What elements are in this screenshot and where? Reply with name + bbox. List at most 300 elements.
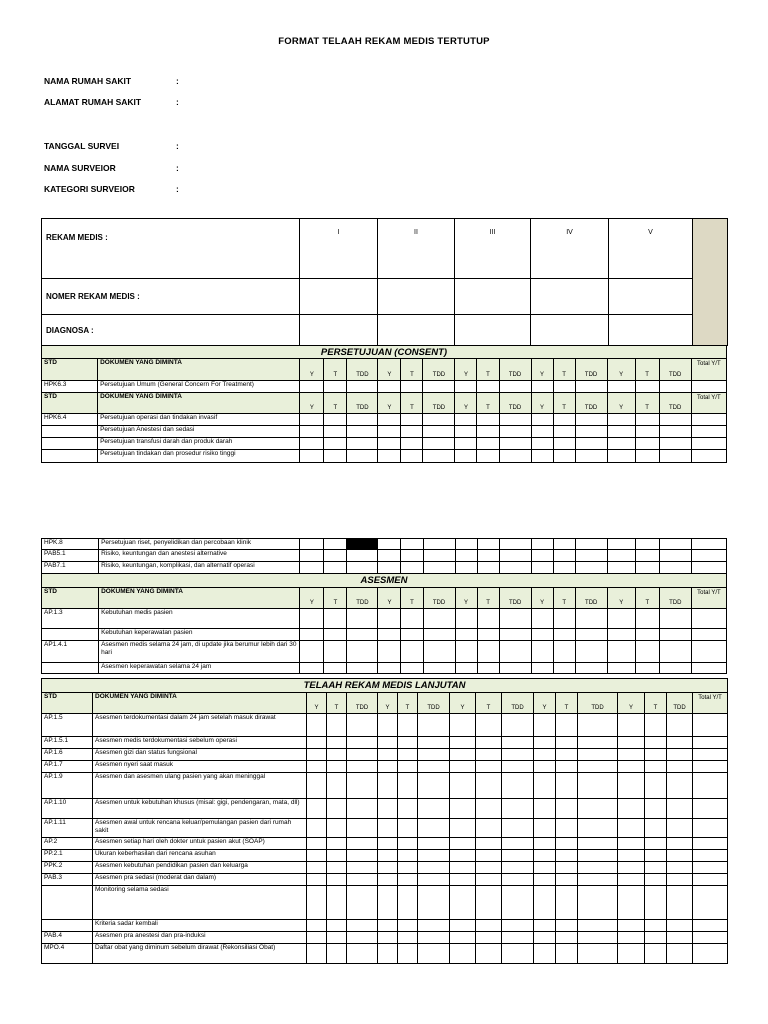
check-cell[interactable] bbox=[347, 819, 378, 838]
total-cell[interactable] bbox=[691, 539, 726, 550]
check-cell[interactable] bbox=[575, 609, 607, 629]
check-cell[interactable] bbox=[418, 773, 450, 799]
check-cell[interactable] bbox=[476, 773, 502, 799]
check-cell[interactable] bbox=[534, 819, 556, 838]
check-cell[interactable] bbox=[534, 737, 556, 749]
check-cell[interactable] bbox=[378, 920, 398, 932]
check-cell[interactable] bbox=[607, 539, 635, 550]
check-cell[interactable] bbox=[477, 438, 499, 450]
check-cell[interactable] bbox=[347, 609, 378, 629]
check-cell[interactable] bbox=[578, 944, 618, 964]
check-cell[interactable] bbox=[476, 714, 502, 737]
check-cell[interactable] bbox=[575, 414, 607, 426]
check-cell[interactable] bbox=[324, 381, 347, 393]
check-cell[interactable] bbox=[455, 450, 477, 463]
check-cell[interactable] bbox=[450, 714, 476, 737]
check-cell[interactable] bbox=[401, 562, 423, 574]
check-cell[interactable] bbox=[659, 641, 691, 663]
check-cell[interactable] bbox=[575, 438, 607, 450]
check-cell[interactable] bbox=[418, 886, 450, 920]
check-cell[interactable] bbox=[645, 874, 667, 886]
check-cell[interactable] bbox=[531, 414, 553, 426]
check-cell[interactable] bbox=[607, 562, 635, 574]
check-cell[interactable] bbox=[667, 850, 693, 862]
check-cell[interactable] bbox=[418, 850, 450, 862]
check-cell[interactable] bbox=[553, 414, 575, 426]
check-cell[interactable] bbox=[556, 944, 578, 964]
check-cell[interactable] bbox=[307, 944, 327, 964]
check-cell[interactable] bbox=[578, 850, 618, 862]
check-cell[interactable] bbox=[534, 874, 556, 886]
check-cell[interactable] bbox=[645, 862, 667, 874]
check-cell[interactable] bbox=[645, 799, 667, 819]
check-cell[interactable] bbox=[450, 920, 476, 932]
check-cell[interactable] bbox=[635, 550, 659, 562]
check-cell[interactable] bbox=[327, 944, 347, 964]
total-cell[interactable] bbox=[691, 381, 726, 393]
check-cell[interactable] bbox=[455, 438, 477, 450]
check-cell[interactable] bbox=[556, 932, 578, 944]
total-cell[interactable] bbox=[693, 920, 728, 932]
check-cell[interactable] bbox=[327, 799, 347, 819]
check-cell[interactable] bbox=[324, 414, 347, 426]
check-cell[interactable] bbox=[347, 562, 378, 574]
total-cell[interactable] bbox=[691, 438, 726, 450]
check-cell[interactable] bbox=[418, 862, 450, 874]
check-cell[interactable] bbox=[476, 874, 502, 886]
total-cell[interactable] bbox=[691, 450, 726, 463]
check-cell[interactable] bbox=[378, 749, 398, 761]
check-cell[interactable] bbox=[534, 838, 556, 850]
check-cell[interactable] bbox=[307, 862, 327, 874]
check-cell[interactable] bbox=[327, 761, 347, 773]
check-cell[interactable] bbox=[635, 381, 659, 393]
check-cell[interactable] bbox=[618, 920, 645, 932]
check-cell[interactable] bbox=[659, 629, 691, 641]
check-cell[interactable] bbox=[418, 920, 450, 932]
check-cell[interactable] bbox=[556, 838, 578, 850]
check-cell[interactable] bbox=[556, 714, 578, 737]
check-cell[interactable] bbox=[659, 539, 691, 550]
check-cell[interactable] bbox=[556, 874, 578, 886]
nomer-cell[interactable] bbox=[531, 279, 609, 315]
check-cell[interactable] bbox=[618, 874, 645, 886]
check-cell[interactable] bbox=[300, 438, 324, 450]
check-cell[interactable] bbox=[347, 663, 378, 674]
check-cell[interactable] bbox=[578, 714, 618, 737]
check-cell[interactable] bbox=[398, 920, 418, 932]
check-cell[interactable] bbox=[556, 850, 578, 862]
check-cell[interactable] bbox=[575, 562, 607, 574]
check-cell[interactable] bbox=[635, 562, 659, 574]
check-cell[interactable] bbox=[499, 550, 531, 562]
check-cell[interactable] bbox=[450, 862, 476, 874]
check-cell[interactable] bbox=[347, 438, 378, 450]
check-cell[interactable] bbox=[645, 749, 667, 761]
check-cell[interactable] bbox=[618, 850, 645, 862]
check-cell[interactable] bbox=[578, 886, 618, 920]
check-cell[interactable] bbox=[667, 761, 693, 773]
check-cell[interactable] bbox=[531, 450, 553, 463]
check-cell[interactable] bbox=[378, 438, 401, 450]
check-cell[interactable] bbox=[476, 799, 502, 819]
check-cell[interactable] bbox=[499, 663, 531, 674]
check-cell[interactable] bbox=[499, 438, 531, 450]
check-cell[interactable] bbox=[635, 641, 659, 663]
check-cell[interactable] bbox=[347, 550, 378, 562]
check-cell[interactable] bbox=[556, 799, 578, 819]
diagnosa-cell[interactable] bbox=[531, 315, 609, 346]
check-cell[interactable] bbox=[667, 920, 693, 932]
check-cell[interactable] bbox=[401, 629, 423, 641]
check-cell[interactable] bbox=[575, 550, 607, 562]
check-cell[interactable] bbox=[347, 641, 378, 663]
check-cell[interactable] bbox=[398, 819, 418, 838]
check-cell[interactable] bbox=[450, 874, 476, 886]
check-cell[interactable] bbox=[327, 886, 347, 920]
check-cell[interactable] bbox=[578, 819, 618, 838]
check-cell[interactable] bbox=[378, 562, 401, 574]
check-cell[interactable] bbox=[327, 737, 347, 749]
check-cell[interactable] bbox=[418, 799, 450, 819]
check-cell[interactable] bbox=[502, 886, 534, 920]
check-cell[interactable] bbox=[667, 799, 693, 819]
check-cell[interactable] bbox=[645, 944, 667, 964]
check-cell[interactable] bbox=[635, 539, 659, 550]
check-cell[interactable] bbox=[347, 381, 378, 393]
check-cell[interactable] bbox=[307, 850, 327, 862]
check-cell[interactable] bbox=[401, 438, 423, 450]
check-cell[interactable] bbox=[553, 381, 575, 393]
check-cell[interactable] bbox=[398, 714, 418, 737]
check-cell[interactable] bbox=[477, 450, 499, 463]
check-cell[interactable] bbox=[667, 714, 693, 737]
check-cell[interactable] bbox=[534, 773, 556, 799]
check-cell[interactable] bbox=[553, 550, 575, 562]
total-cell[interactable] bbox=[691, 414, 726, 426]
check-cell[interactable] bbox=[618, 838, 645, 850]
total-cell[interactable] bbox=[693, 850, 728, 862]
check-cell[interactable] bbox=[378, 381, 401, 393]
check-cell[interactable] bbox=[307, 737, 327, 749]
check-cell[interactable] bbox=[499, 629, 531, 641]
check-cell[interactable] bbox=[398, 932, 418, 944]
check-cell[interactable] bbox=[578, 773, 618, 799]
check-cell[interactable] bbox=[607, 414, 635, 426]
check-cell[interactable] bbox=[398, 850, 418, 862]
check-cell[interactable] bbox=[307, 819, 327, 838]
check-cell[interactable] bbox=[324, 450, 347, 463]
check-cell[interactable] bbox=[347, 799, 378, 819]
check-cell[interactable] bbox=[378, 850, 398, 862]
check-cell[interactable] bbox=[645, 714, 667, 737]
check-cell[interactable] bbox=[398, 737, 418, 749]
check-cell[interactable] bbox=[398, 749, 418, 761]
check-cell[interactable] bbox=[553, 426, 575, 438]
check-cell[interactable] bbox=[556, 761, 578, 773]
check-cell[interactable] bbox=[531, 609, 553, 629]
check-cell[interactable] bbox=[327, 850, 347, 862]
check-cell[interactable] bbox=[378, 944, 398, 964]
check-cell[interactable] bbox=[476, 737, 502, 749]
check-cell[interactable] bbox=[401, 663, 423, 674]
check-cell[interactable] bbox=[347, 749, 378, 761]
check-cell[interactable] bbox=[667, 862, 693, 874]
check-cell[interactable] bbox=[534, 761, 556, 773]
check-cell[interactable] bbox=[534, 932, 556, 944]
check-cell[interactable] bbox=[556, 749, 578, 761]
check-cell[interactable] bbox=[477, 629, 499, 641]
check-cell[interactable] bbox=[667, 749, 693, 761]
check-cell[interactable] bbox=[534, 799, 556, 819]
check-cell[interactable] bbox=[476, 944, 502, 964]
check-cell[interactable] bbox=[476, 749, 502, 761]
check-cell[interactable] bbox=[401, 539, 423, 550]
check-cell[interactable] bbox=[645, 920, 667, 932]
check-cell[interactable] bbox=[607, 426, 635, 438]
check-cell[interactable] bbox=[378, 426, 401, 438]
check-cell[interactable] bbox=[347, 874, 378, 886]
check-cell[interactable] bbox=[477, 562, 499, 574]
check-cell[interactable] bbox=[450, 749, 476, 761]
check-cell[interactable] bbox=[502, 944, 534, 964]
check-cell[interactable] bbox=[455, 663, 477, 674]
check-cell[interactable] bbox=[347, 414, 378, 426]
check-cell[interactable] bbox=[645, 819, 667, 838]
check-cell[interactable] bbox=[476, 920, 502, 932]
check-cell[interactable] bbox=[635, 450, 659, 463]
check-cell[interactable] bbox=[553, 539, 575, 550]
check-cell[interactable] bbox=[378, 799, 398, 819]
check-cell[interactable] bbox=[307, 799, 327, 819]
check-cell[interactable] bbox=[531, 539, 553, 550]
check-cell[interactable] bbox=[327, 862, 347, 874]
total-cell[interactable] bbox=[691, 609, 726, 629]
check-cell[interactable] bbox=[327, 932, 347, 944]
check-cell[interactable] bbox=[307, 838, 327, 850]
check-cell[interactable] bbox=[378, 539, 401, 550]
check-cell[interactable] bbox=[556, 819, 578, 838]
check-cell[interactable] bbox=[398, 886, 418, 920]
check-cell[interactable] bbox=[450, 944, 476, 964]
check-cell[interactable] bbox=[401, 381, 423, 393]
diagnosa-cell[interactable] bbox=[378, 315, 455, 346]
check-cell[interactable] bbox=[378, 641, 401, 663]
check-cell[interactable] bbox=[607, 641, 635, 663]
check-cell[interactable] bbox=[618, 714, 645, 737]
check-cell[interactable] bbox=[347, 761, 378, 773]
check-cell[interactable] bbox=[645, 773, 667, 799]
total-cell[interactable] bbox=[691, 562, 726, 574]
check-cell[interactable] bbox=[450, 850, 476, 862]
nomer-cell[interactable] bbox=[455, 279, 531, 315]
check-cell[interactable] bbox=[635, 609, 659, 629]
check-cell[interactable] bbox=[423, 629, 455, 641]
check-cell[interactable] bbox=[667, 944, 693, 964]
check-cell[interactable] bbox=[499, 562, 531, 574]
check-cell[interactable] bbox=[645, 850, 667, 862]
check-cell[interactable] bbox=[659, 663, 691, 674]
check-cell[interactable] bbox=[307, 773, 327, 799]
check-cell[interactable] bbox=[534, 850, 556, 862]
check-cell[interactable] bbox=[378, 819, 398, 838]
check-cell[interactable] bbox=[347, 629, 378, 641]
total-cell[interactable] bbox=[693, 761, 728, 773]
check-cell[interactable] bbox=[502, 838, 534, 850]
check-cell[interactable] bbox=[607, 609, 635, 629]
check-cell[interactable] bbox=[578, 874, 618, 886]
check-cell[interactable] bbox=[378, 886, 398, 920]
check-cell[interactable] bbox=[378, 761, 398, 773]
check-cell[interactable] bbox=[307, 886, 327, 920]
check-cell[interactable] bbox=[531, 381, 553, 393]
check-cell[interactable] bbox=[659, 562, 691, 574]
check-cell[interactable] bbox=[307, 761, 327, 773]
check-cell[interactable] bbox=[347, 932, 378, 944]
check-cell[interactable] bbox=[423, 550, 455, 562]
check-cell[interactable] bbox=[378, 874, 398, 886]
check-cell[interactable] bbox=[450, 799, 476, 819]
check-cell[interactable] bbox=[401, 426, 423, 438]
check-cell[interactable] bbox=[531, 438, 553, 450]
check-cell[interactable] bbox=[401, 450, 423, 463]
check-cell[interactable] bbox=[477, 539, 499, 550]
check-cell[interactable] bbox=[553, 450, 575, 463]
check-cell[interactable] bbox=[418, 819, 450, 838]
total-cell[interactable] bbox=[693, 932, 728, 944]
check-cell[interactable] bbox=[499, 641, 531, 663]
total-cell[interactable] bbox=[691, 663, 726, 674]
check-cell[interactable] bbox=[659, 438, 691, 450]
check-cell[interactable] bbox=[556, 862, 578, 874]
check-cell[interactable] bbox=[659, 609, 691, 629]
check-cell[interactable] bbox=[502, 773, 534, 799]
check-cell[interactable] bbox=[347, 714, 378, 737]
check-cell[interactable] bbox=[477, 414, 499, 426]
check-cell[interactable] bbox=[307, 920, 327, 932]
total-cell[interactable] bbox=[691, 629, 726, 641]
check-cell[interactable] bbox=[423, 539, 455, 550]
check-cell[interactable] bbox=[455, 641, 477, 663]
check-cell[interactable] bbox=[307, 714, 327, 737]
check-cell[interactable] bbox=[300, 629, 324, 641]
total-cell[interactable] bbox=[691, 426, 726, 438]
check-cell[interactable] bbox=[659, 414, 691, 426]
nomer-cell[interactable] bbox=[378, 279, 455, 315]
check-cell[interactable] bbox=[378, 663, 401, 674]
check-cell[interactable] bbox=[502, 714, 534, 737]
check-cell[interactable] bbox=[300, 426, 324, 438]
check-cell[interactable] bbox=[499, 414, 531, 426]
check-cell[interactable] bbox=[531, 629, 553, 641]
check-cell[interactable] bbox=[553, 641, 575, 663]
check-cell[interactable] bbox=[607, 438, 635, 450]
check-cell[interactable] bbox=[455, 629, 477, 641]
total-cell[interactable] bbox=[693, 819, 728, 838]
nomer-cell[interactable] bbox=[609, 279, 693, 315]
check-cell[interactable] bbox=[556, 773, 578, 799]
check-cell[interactable] bbox=[635, 629, 659, 641]
check-cell[interactable] bbox=[667, 886, 693, 920]
check-cell[interactable] bbox=[607, 663, 635, 674]
check-cell[interactable] bbox=[300, 539, 324, 550]
check-cell[interactable] bbox=[378, 609, 401, 629]
check-cell[interactable] bbox=[450, 886, 476, 920]
check-cell[interactable] bbox=[578, 799, 618, 819]
check-cell[interactable] bbox=[455, 609, 477, 629]
check-cell[interactable] bbox=[607, 450, 635, 463]
check-cell[interactable] bbox=[327, 714, 347, 737]
check-cell[interactable] bbox=[477, 609, 499, 629]
check-cell[interactable] bbox=[667, 874, 693, 886]
check-cell[interactable] bbox=[575, 629, 607, 641]
check-cell[interactable] bbox=[324, 641, 347, 663]
check-cell[interactable] bbox=[534, 714, 556, 737]
check-cell[interactable] bbox=[324, 562, 347, 574]
total-cell[interactable] bbox=[693, 886, 728, 920]
check-cell[interactable] bbox=[575, 539, 607, 550]
check-cell[interactable] bbox=[307, 749, 327, 761]
check-cell[interactable] bbox=[531, 426, 553, 438]
check-cell[interactable] bbox=[378, 450, 401, 463]
check-cell[interactable] bbox=[499, 609, 531, 629]
check-cell[interactable] bbox=[477, 641, 499, 663]
check-cell[interactable] bbox=[347, 773, 378, 799]
check-cell[interactable] bbox=[378, 414, 401, 426]
check-cell[interactable] bbox=[327, 819, 347, 838]
check-cell[interactable] bbox=[607, 381, 635, 393]
check-cell[interactable] bbox=[347, 539, 378, 550]
check-cell[interactable] bbox=[455, 426, 477, 438]
check-cell[interactable] bbox=[401, 414, 423, 426]
check-cell[interactable] bbox=[347, 838, 378, 850]
check-cell[interactable] bbox=[378, 737, 398, 749]
check-cell[interactable] bbox=[300, 641, 324, 663]
check-cell[interactable] bbox=[347, 737, 378, 749]
check-cell[interactable] bbox=[575, 426, 607, 438]
check-cell[interactable] bbox=[398, 862, 418, 874]
check-cell[interactable] bbox=[347, 426, 378, 438]
check-cell[interactable] bbox=[667, 838, 693, 850]
check-cell[interactable] bbox=[423, 641, 455, 663]
check-cell[interactable] bbox=[476, 886, 502, 920]
check-cell[interactable] bbox=[300, 381, 324, 393]
check-cell[interactable] bbox=[450, 819, 476, 838]
check-cell[interactable] bbox=[450, 773, 476, 799]
check-cell[interactable] bbox=[347, 886, 378, 920]
check-cell[interactable] bbox=[578, 737, 618, 749]
check-cell[interactable] bbox=[553, 609, 575, 629]
check-cell[interactable] bbox=[347, 944, 378, 964]
check-cell[interactable] bbox=[531, 550, 553, 562]
check-cell[interactable] bbox=[450, 932, 476, 944]
check-cell[interactable] bbox=[423, 381, 455, 393]
check-cell[interactable] bbox=[378, 838, 398, 850]
check-cell[interactable] bbox=[300, 562, 324, 574]
total-cell[interactable] bbox=[693, 799, 728, 819]
check-cell[interactable] bbox=[307, 932, 327, 944]
check-cell[interactable] bbox=[307, 874, 327, 886]
check-cell[interactable] bbox=[502, 920, 534, 932]
check-cell[interactable] bbox=[645, 737, 667, 749]
check-cell[interactable] bbox=[347, 850, 378, 862]
check-cell[interactable] bbox=[645, 838, 667, 850]
check-cell[interactable] bbox=[378, 773, 398, 799]
check-cell[interactable] bbox=[418, 838, 450, 850]
total-cell[interactable] bbox=[693, 862, 728, 874]
check-cell[interactable] bbox=[401, 609, 423, 629]
check-cell[interactable] bbox=[502, 749, 534, 761]
